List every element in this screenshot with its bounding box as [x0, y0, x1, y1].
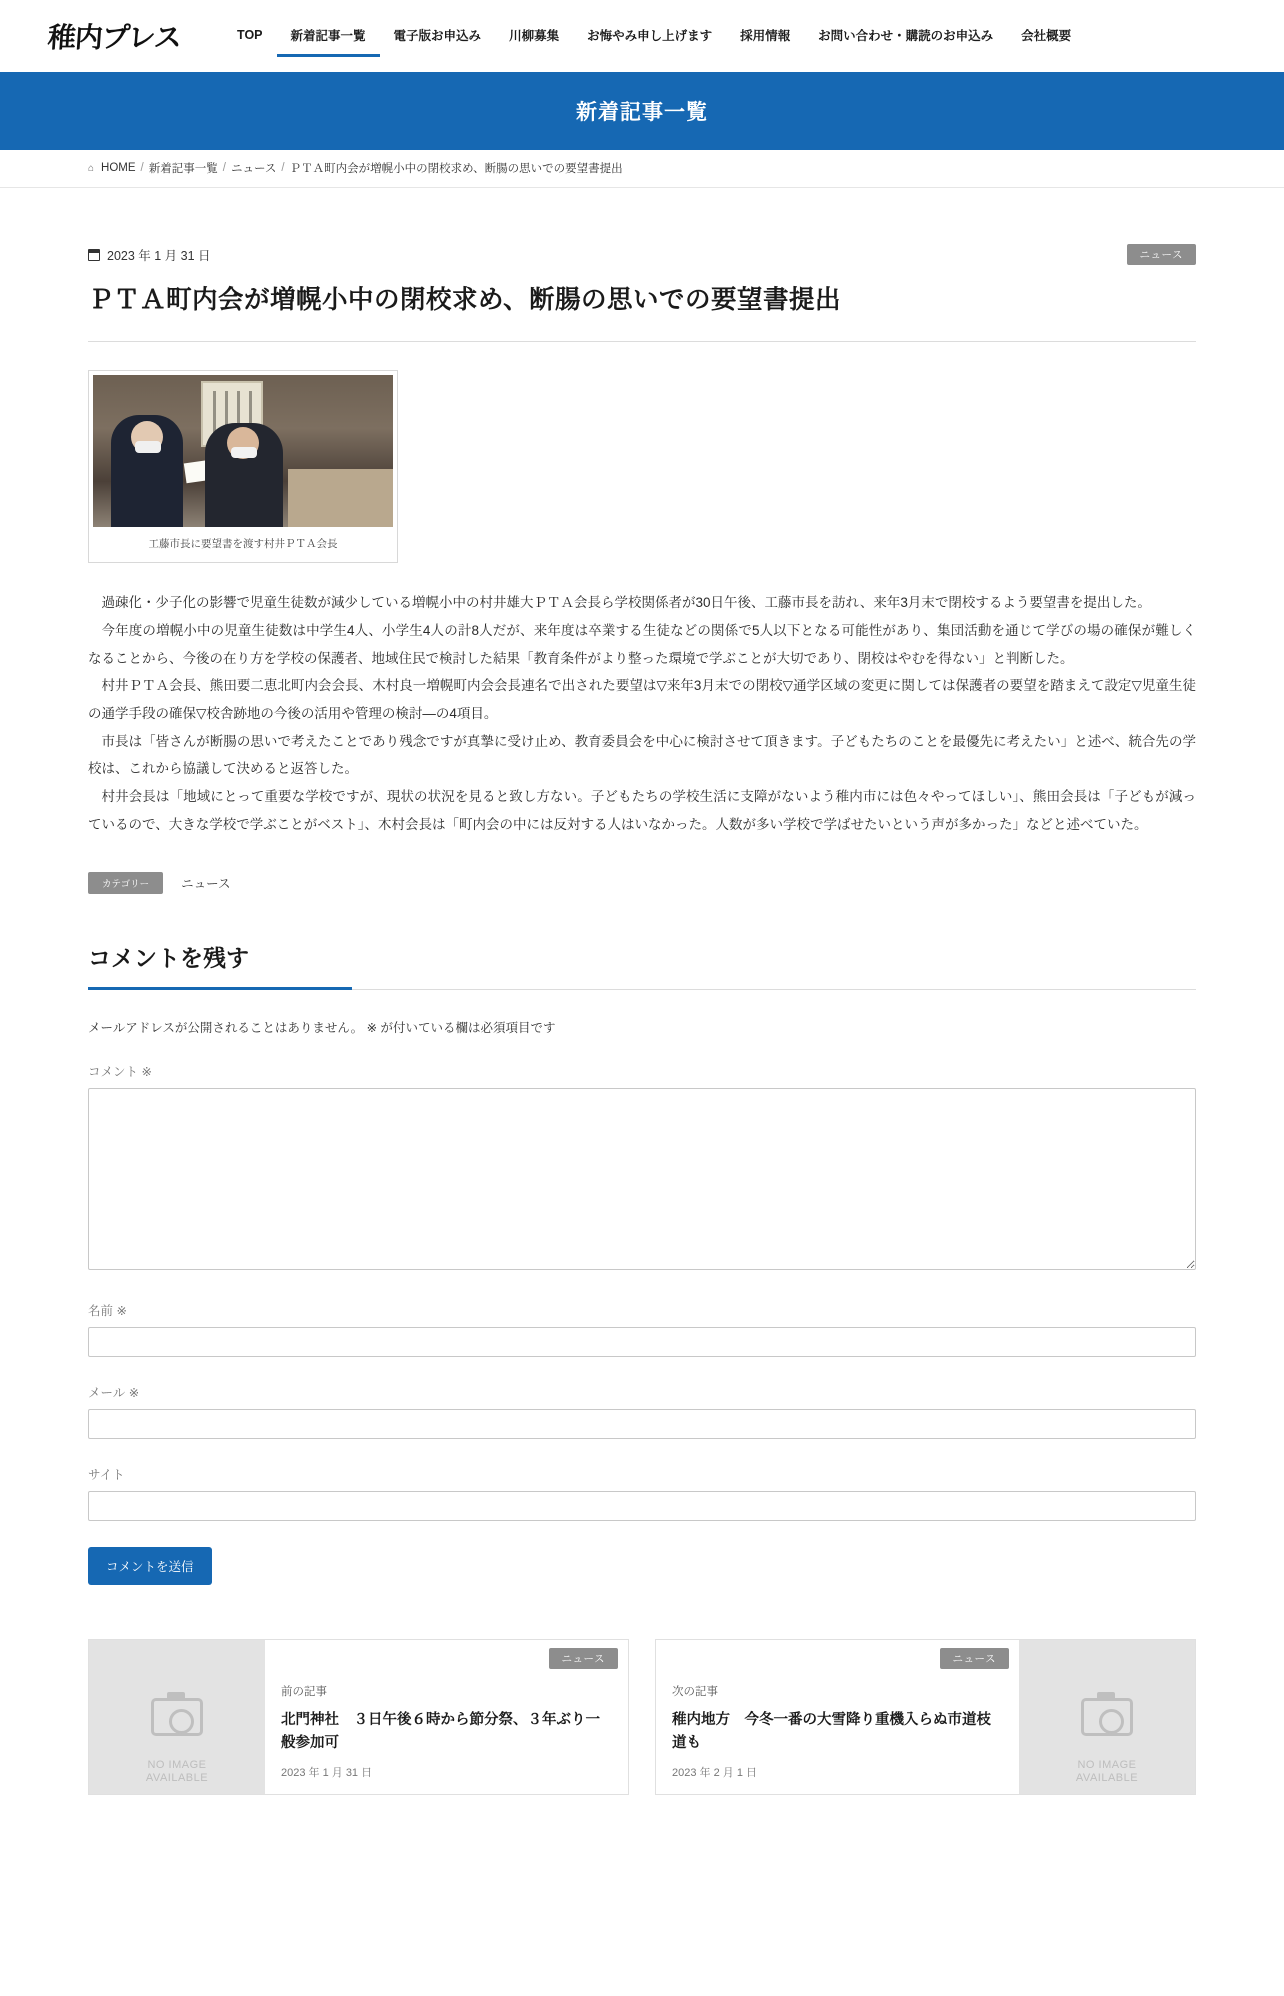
breadcrumb [0, 160, 1284, 176]
next-badge-row [656, 1640, 1019, 1669]
article-content [0, 244, 1284, 1835]
page-title: 新着記事一覧 [576, 101, 708, 124]
figure-caption: 工藤市長に要望書を渡す村井ＰＴＡ会長 [148, 538, 338, 551]
nav-item-contact[interactable]: お問い合わせ・購読のお申込み [818, 28, 994, 43]
article-paragraph: 村井会長は「地域にとって重要な学校ですが、現状の状況を見ると致し方ない。子どもたちの学校生活に支障がないよう稚内市には色々やってほしい」、熊田会長は「子どもが減っているので、大きな学校で学ぶことがベスト」、木村会長は「町内会の中には反対する人はいなかった。人数が多い学校で学ばせたいという声が多かった」などと述べていた。 [88, 788, 1196, 832]
photo-person-right [205, 423, 283, 527]
nav-item-obituaries[interactable]: お悔やみ申し上げます [587, 28, 713, 43]
prev-next-nav [88, 1639, 1196, 1835]
status-badge[interactable]: ニュース [1127, 244, 1196, 265]
article-paragraph: 今年度の増幌小中の児童生徒数は中学生4人、小学生4人の計8人だが、来年度は卒業する生徒などの関係で5人以下となる可能性があり、集団活動を通じて学びの場の確保が難しくなることから、今後の在り方を学校の保護者、地域住民で検討した結果「教育条件がより整った環境で学ぶことが大切であり、閉校はやむを得ない」と判断した。 [88, 622, 1196, 666]
breadcrumb-separator: / [222, 162, 226, 174]
comment-note: メールアドレスが公開されることはありません。 ※ が付いている欄は必須項目です [88, 1021, 556, 1036]
article-paragraph: 村井ＰＴＡ会長、熊田要二恵北町内会会長、木村良一増幌町内会会長連名で出された要望は▽来年3月末での閉校▽通学区域の変更に関しては保護者の要望を踏まえて設定▽児童生徒の通学手段の確保▽校舎跡地の今後の活用や管理の検討―の4項目。 [88, 678, 1196, 721]
name-field-label: 名前 ※ [88, 1304, 127, 1319]
site-header [0, 0, 1284, 72]
nav-item-senryu[interactable]: 川柳募集 [509, 28, 560, 43]
breadcrumb-current: ＰＴＡ町内会が増幌小中の閉校求め、断腸の思いでの要望書提出 [289, 163, 623, 175]
next-article-card[interactable] [655, 1639, 1196, 1795]
no-image-text: NO IMAGE AVAILABLE [145, 1758, 209, 1785]
submit-comment-button[interactable]: コメントを送信 [88, 1547, 212, 1585]
nav-item-top[interactable]: TOP [237, 27, 263, 42]
breadcrumb-home[interactable]: HOME [101, 162, 136, 174]
photo-person-left [111, 415, 183, 527]
site-logo[interactable]: 稚内プレス [46, 21, 183, 54]
breadcrumb-bar [0, 150, 1284, 188]
prev-article-date: 2023 年 1 月 31 日 [281, 1767, 373, 1780]
comment-section [88, 940, 1196, 1585]
nav-item-digital-subscription[interactable]: 電子版お申込み [393, 28, 482, 43]
article-meta-row [88, 244, 1196, 265]
next-article-body [656, 1669, 1019, 1794]
next-article-date: 2023 年 2 月 1 日 [672, 1767, 757, 1780]
breadcrumb-new-articles[interactable]: 新着記事一覧 [148, 163, 218, 175]
site-input[interactable] [88, 1491, 1196, 1521]
next-article-badge: ニュース [940, 1648, 1009, 1669]
camera-icon [1081, 1698, 1133, 1736]
page-title-band [0, 72, 1284, 150]
next-article-direction: 次の記事 [672, 1686, 718, 1699]
article-figure [88, 370, 398, 563]
site-field-label: サイト [88, 1468, 125, 1483]
prev-article-thumbnail [89, 1640, 265, 1794]
email-field-label: メール ※ [88, 1386, 140, 1401]
prev-article-title[interactable]: 北門神社 ３日午後６時から節分祭、３年ぶり一般参加可 [281, 1712, 600, 1751]
article-date: 2023 年 1 月 31 日 [107, 248, 211, 263]
breadcrumb-news[interactable]: ニュース [230, 163, 277, 175]
article-body [88, 589, 1196, 838]
next-article-title[interactable]: 稚内地方 今冬一番の大雪降り重機入らぬ市道枝道も [672, 1712, 991, 1751]
category-label: カテゴリー [88, 872, 163, 894]
photo-table-decor [288, 469, 393, 527]
comment-input[interactable] [88, 1088, 1196, 1270]
prev-article-body [265, 1669, 628, 1794]
prev-badge-row [265, 1640, 628, 1669]
category-value[interactable]: ニュース [181, 877, 231, 892]
comment-field-label: コメント ※ [88, 1065, 152, 1080]
main-navigation [223, 16, 1085, 57]
nav-item-company[interactable]: 会社概要 [1021, 28, 1072, 43]
article-paragraph: 市長は「皆さんが断腸の思いで考えたことであり残念ですが真摯に受け止め、教育委員会を中心に検討させて頂きます。子どもたちのことを最優先に考えたい」と述べ、統合先の学校は、これから協議して決めると返答した。 [88, 733, 1196, 777]
breadcrumb-separator: / [140, 162, 144, 174]
prev-article-direction: 前の記事 [281, 1686, 327, 1699]
article-title: ＰＴＡ町内会が増幌小中の閉校求め、断腸の思いでの要望書提出 [88, 281, 1196, 342]
article-date-wrap [88, 246, 211, 264]
article-paragraph: 過疎化・少子化の影響で児童生徒数が減少している増幌小中の村井雄大ＰＴＡ会長ら学校関係者が30日午後、工藤市長を訪れ、来年3月末で閉校するよう要望書を提出した。 [101, 595, 1151, 611]
next-article-thumbnail [1019, 1640, 1195, 1794]
comment-heading: コメントを残す [88, 940, 1196, 990]
prev-article-badge: ニュース [549, 1648, 618, 1669]
article-category-row [88, 872, 1196, 894]
article-photo [93, 375, 393, 527]
home-icon: ⌂ [88, 162, 95, 174]
camera-icon [151, 1698, 203, 1736]
nav-item-new-articles[interactable]: 新着記事一覧 [277, 16, 380, 57]
breadcrumb-separator: / [281, 162, 285, 174]
name-input[interactable] [88, 1327, 1196, 1357]
email-input[interactable] [88, 1409, 1196, 1439]
nav-item-recruit[interactable]: 採用情報 [740, 28, 791, 43]
calendar-icon [88, 249, 100, 261]
no-image-text: NO IMAGE AVAILABLE [1075, 1758, 1139, 1785]
prev-article-card[interactable] [88, 1639, 629, 1795]
